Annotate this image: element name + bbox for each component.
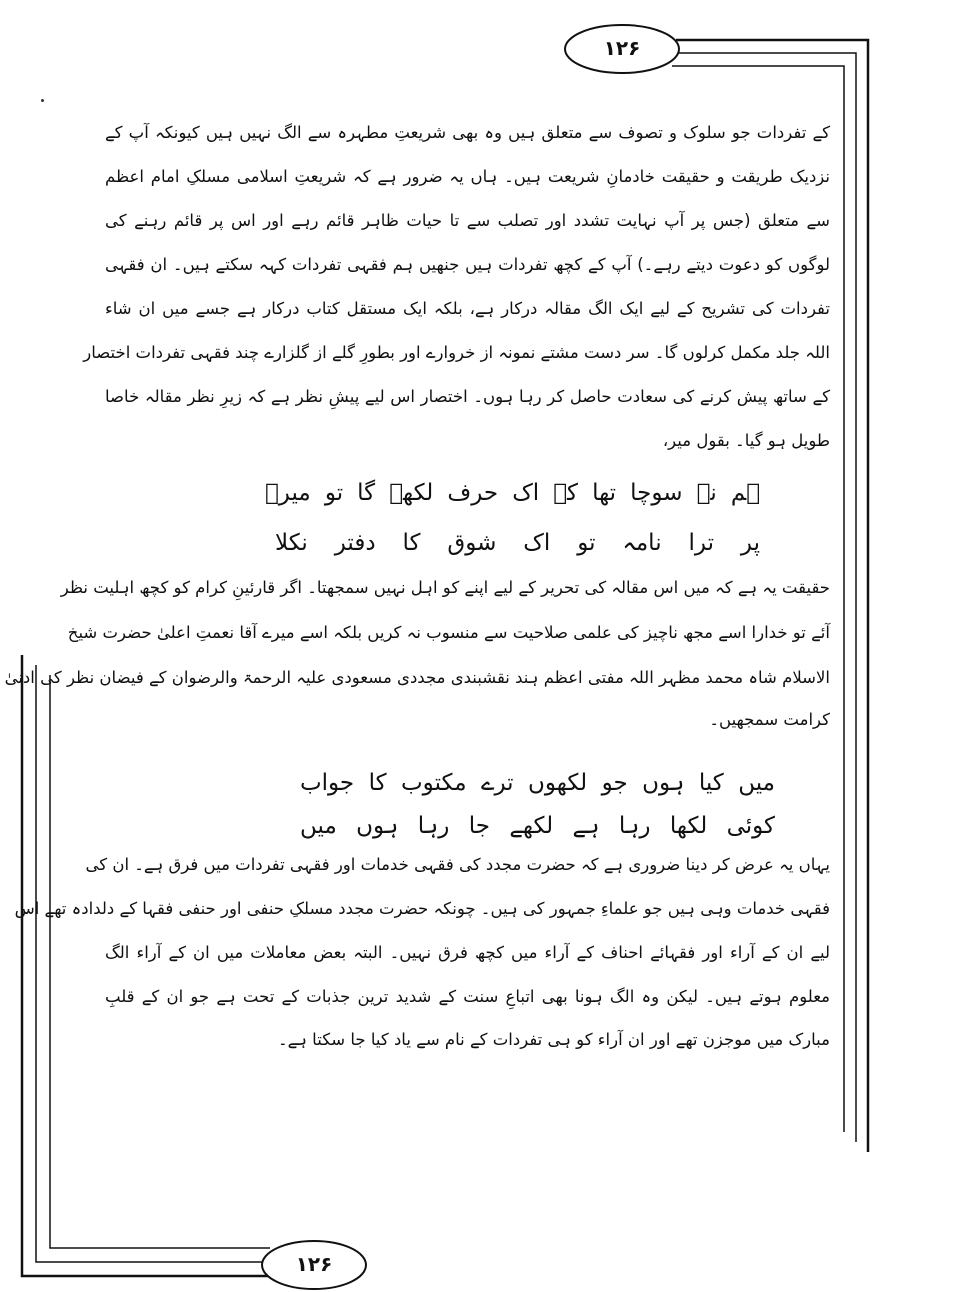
text-line: کے تفردات جو سلوک و تصوف سے متعلق ہیں وہ بھی شریعتِ مطہرہ سے الگ نہیں ہیں کیونکہ آپ کے bbox=[105, 123, 830, 142]
text-line: آئے تو خدارا اسے مجھ ناچیز کی علمی صلاحیت سے منسوب نہ کریں بلکہ اسے میرے آقا نعمتِ اعلیٰ حضرت شیخ bbox=[67, 623, 830, 642]
text-line: الاسلام شاہ محمد مظہر اللہ مفتی اعظم ہند نقشبندی مجددی مسعودی علیہ الرحمۃ والرضوان کے فیضان نظر کی ادنیٰ bbox=[4, 668, 830, 687]
text-line: طویل ہو گیا۔ بقول میر، bbox=[662, 431, 830, 450]
page-number-top: ۱۲۶ bbox=[603, 36, 641, 60]
text-line: نزدیک طریقت و حقیقت خادمانِ شریعت ہیں۔ ہاں یہ ضرور ہے کہ شریعتِ اسلامی مسلکِ امام اعظم bbox=[105, 167, 830, 186]
text-line: حقیقت یہ ہے کہ میں اس مقالہ کی تحریر کے لیے اپنے کو اہل نہیں سمجھتا۔ اگر قارئینِ کرام کو کچھ اہلیت نظر bbox=[60, 578, 830, 597]
text-line: سے متعلق (جس پر آپ نہایت تشدد اور تصلب سے تا حیات ظاہر قائم رہے اور اس پر قائم رہنے کی bbox=[105, 211, 830, 230]
text-line: کے ساتھ پیش کرنے کی سعادت حاصل کر رہا ہوں۔ اختصار اس لیے پیشِ نظر ہے کہ زیرِ نظر مقالہ خاصا bbox=[105, 387, 830, 406]
scan-speck bbox=[41, 99, 44, 102]
text-line: معلوم ہوتے ہیں۔ لیکن وہ الگ ہونا بھی اتباعِ سنت کے شدید ترین جذبات کے تحت ہے جو ان کے قلبِ bbox=[105, 987, 830, 1006]
text-line: تفردات کی تشریح کے لیے ایک الگ مقالہ درکار ہے، بلکہ ایک مستقل کتاب درکار ہے جسے میں ان شاء bbox=[105, 299, 830, 318]
text-line: لیے ان کے آراء اور فقہائے احناف کے آراء میں کچھ فرق نہیں۔ البتہ بعض معاملات میں ان کے آراء الگ bbox=[105, 943, 830, 962]
text-line: مبارک میں موجزن تھے اور ان آراء کو ہی تفردات کے نام سے یاد کیا جا سکتا ہے۔ bbox=[277, 1030, 830, 1049]
text-line: لوگوں کو دعوت دیتے رہے۔) آپ کے کچھ تفردات ہیں جنھیں ہم فقہی تفردات کہہ سکتے ہیں۔ ان فقہی bbox=[105, 255, 830, 274]
page-number-bottom: ۱۲۶ bbox=[295, 1252, 333, 1276]
verse-line: کوئی لکھا رہا ہے لکھے جا رہا ہوں میں bbox=[300, 813, 775, 839]
text-line: فقہی خدمات وہی ہیں جو علماءِ جمہور کی ہیں۔ چونکہ حضرت مجدد مسلکِ حنفی اور حنفی فقہا کے دلدادہ تھے اس bbox=[14, 899, 830, 918]
text-line: کرامت سمجھیں۔ bbox=[709, 710, 830, 729]
text-line: یہاں یہ عرض کر دینا ضروری ہے کہ حضرت مجدد کی فقہی خدمات اور فقہی تفردات میں فرق ہے۔ ان کی bbox=[85, 855, 830, 874]
verse-line: پر ترا نامہ تو اک شوق کا دفتر نکلا bbox=[275, 530, 760, 556]
verse-line: ہم نے سوچا تھا کہ اک حرف لکھے گا تو میرؔ bbox=[265, 480, 760, 506]
text-line: اللہ جلد مکمل کرلوں گا۔ سر دست مشتے نمونہ از خروارے اور بطورِ گلے از گلزارے چند فقہی تفردات اختصار bbox=[83, 343, 830, 362]
verse-line: میں کیا ہوں جو لکھوں ترے مکتوب کا جواب bbox=[300, 770, 775, 796]
